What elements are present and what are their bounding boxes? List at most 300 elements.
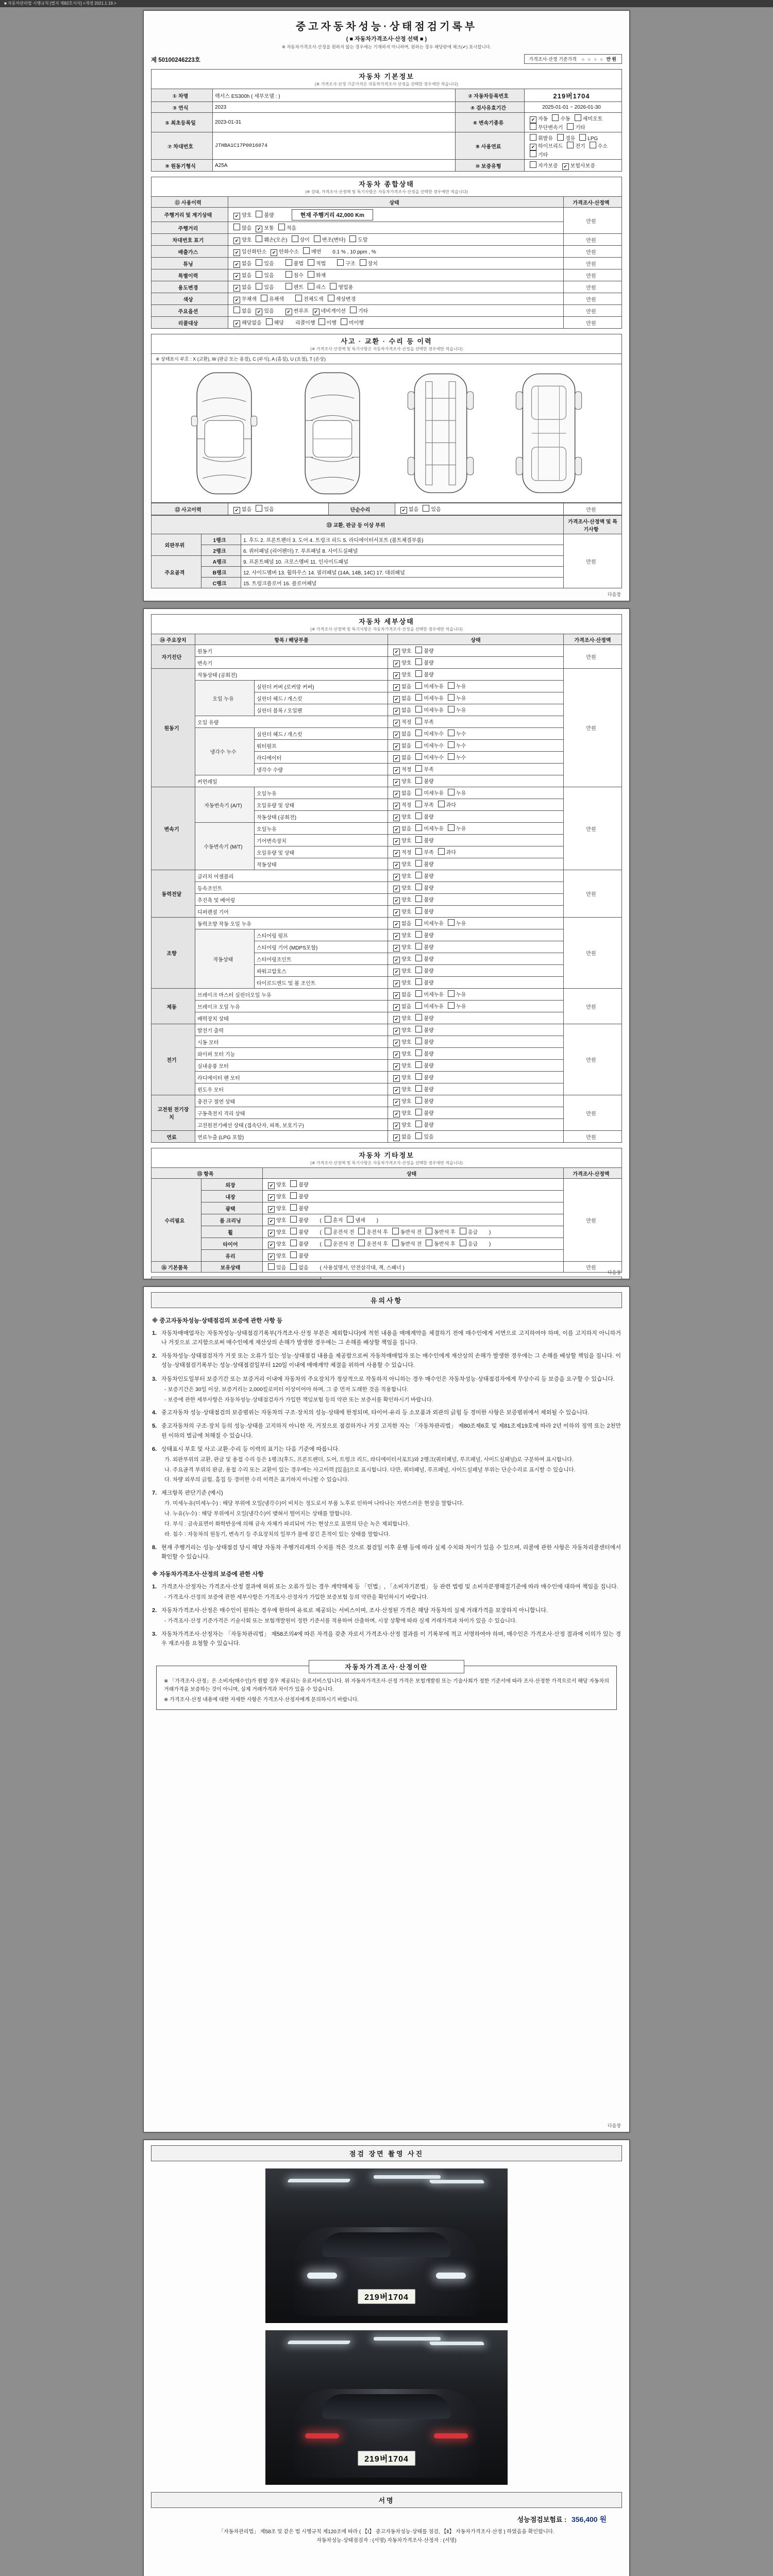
notice-item [152, 1543, 621, 1562]
checkbox-동반석 후[interactable] [426, 1228, 432, 1234]
option-label: 없음 [401, 992, 412, 998]
checkbox-기타[interactable] [530, 150, 536, 157]
checkbox-미세누유[interactable] [415, 824, 422, 831]
checkbox-있음[interactable] [423, 505, 429, 512]
row-vin-mark [152, 234, 228, 246]
option-label: 흔적 [333, 1217, 343, 1224]
table-row [152, 222, 622, 234]
label-accident-history [152, 503, 228, 515]
checkbox-흔적[interactable] [325, 1216, 331, 1223]
group-label [152, 989, 195, 1024]
price-appraisal-box-text1: ※ 「가격조사·산정」은 소비자(매수인)가 원할 경우 제공되는 유료서비스입니다. 위 자동차가격조사·산정 가격은 보험개발원 또는 기술사회가 정한 기준서에 따라 조사·산정한 가격으로서 해당 자동차의 거래가격을 보증하는 것이 아니며, 실제 거래가격과 차이가 있을 수 있습니다. [164, 1679, 609, 1693]
cell-text: 만원 [586, 249, 596, 256]
notice-item-text: 중고자동차의 구조·장치 등의 성능·상태를 고지하지 아니한 자, 거짓으로 점검하거나 거짓 고지한 자는 「자동차관리법」 제80조제6호 및 제81조제19호에 따라 2년 이하의 징역 또는 2천만원 이하의 벌금에 처해질 수 있습니다. [161, 1423, 621, 1439]
option-양호 [233, 235, 251, 244]
checkbox-동반석 전[interactable] [392, 1240, 399, 1246]
base-price-value: ○ ○ ○ ○ 만원 [581, 57, 617, 62]
checkbox-운전석 전[interactable] [325, 1228, 331, 1234]
option-label: 있음 [431, 506, 441, 513]
checkbox-썬루프[interactable]: ✔ [285, 309, 292, 315]
label-engine-type [152, 160, 213, 172]
checkbox-없음[interactable]: ✔ [393, 791, 400, 798]
checkbox-부족[interactable] [415, 848, 422, 855]
checkbox-없음[interactable]: ✔ [393, 684, 400, 691]
checkbox-없음[interactable]: ✔ [393, 708, 400, 715]
item-label [255, 692, 388, 704]
option-장치 [360, 259, 378, 267]
checkbox-양호[interactable]: ✔ [393, 1040, 400, 1046]
checkbox-양호[interactable]: ✔ [233, 213, 240, 219]
checkbox-미세누유[interactable] [415, 990, 422, 997]
checkbox-불량[interactable] [415, 943, 422, 950]
checkbox-양호[interactable]: ✔ [393, 862, 400, 869]
checkbox-양호[interactable]: ✔ [393, 980, 400, 987]
checkbox-일산화탄소[interactable]: ✔ [233, 249, 240, 256]
checkbox-네비게이션[interactable]: ✔ [313, 309, 320, 315]
checkbox-양호[interactable]: ✔ [393, 672, 400, 679]
checkbox-보험사보증[interactable]: ✔ [562, 163, 569, 170]
option-label: 누수 [456, 743, 466, 749]
checkbox-수동[interactable] [552, 114, 559, 121]
detail-row [152, 894, 622, 906]
checkbox-불량[interactable] [290, 1192, 297, 1199]
col-device: ⑭ 주요장치 [152, 634, 195, 645]
checkbox-불량[interactable] [415, 872, 422, 878]
option-group [393, 765, 438, 774]
detail-row [152, 669, 622, 681]
checkbox-양호[interactable]: ✔ [393, 1028, 400, 1035]
option-양호 [268, 1180, 286, 1189]
checkbox-불량[interactable] [290, 1216, 297, 1223]
status-options [388, 977, 564, 989]
checkbox-미세누유[interactable] [415, 706, 422, 713]
option-불량 [415, 967, 433, 974]
checkbox-냄새[interactable] [347, 1216, 354, 1223]
checkbox-적법[interactable] [308, 259, 314, 266]
checkbox-동반석 후[interactable] [426, 1240, 432, 1246]
detail-row [152, 918, 622, 929]
checkbox-운전석 후[interactable] [358, 1228, 365, 1234]
checkbox-불량[interactable] [415, 1121, 422, 1127]
checkbox-양호[interactable]: ✔ [393, 1063, 400, 1070]
checkbox-불량[interactable] [415, 955, 422, 961]
option-없음 [393, 682, 411, 691]
option-label: 양호 [401, 648, 412, 654]
checkbox-응급[interactable] [460, 1240, 466, 1246]
option-group [393, 848, 460, 857]
option-없음 [290, 1263, 308, 1271]
checkbox-보통[interactable]: ✔ [256, 226, 262, 232]
checkbox-적정[interactable]: ✔ [393, 720, 400, 726]
checkbox-없음[interactable]: ✔ [393, 921, 400, 928]
checkbox-탄화수소[interactable]: ✔ [271, 249, 277, 256]
cell-text: 파워고압호스 [257, 969, 287, 975]
price-cell [564, 870, 622, 918]
checkbox-양호[interactable]: ✔ [393, 874, 400, 880]
checkbox-부족[interactable] [415, 801, 422, 807]
checkbox-불량[interactable] [415, 978, 422, 985]
option-label: 없음 [242, 506, 252, 513]
checkbox-장치[interactable] [360, 259, 366, 266]
checkbox-불량[interactable] [415, 647, 422, 653]
checkbox-불량[interactable] [256, 211, 262, 217]
checkbox-양호[interactable]: ✔ [393, 1123, 400, 1129]
price-cell [564, 269, 622, 281]
cell-text: 용도변경 [178, 285, 198, 291]
checkbox-불량[interactable] [415, 1049, 422, 1056]
option-label: 불량 [424, 944, 434, 951]
option-label: 양호 [401, 838, 412, 844]
option-기타 [530, 150, 548, 158]
option-group [393, 1014, 438, 1023]
option-썬루프 [285, 307, 309, 315]
checkbox-불량[interactable] [415, 836, 422, 843]
checkbox-있음[interactable] [268, 1263, 275, 1270]
checkbox-양호[interactable]: ✔ [393, 1052, 400, 1058]
option-훼손(오손) [256, 235, 287, 243]
option-label: 불량 [424, 1098, 434, 1105]
checkbox-없음[interactable]: ✔ [233, 507, 240, 514]
price-cell [564, 669, 622, 787]
option-label: 없음 [401, 921, 412, 927]
checkbox-없음[interactable]: ✔ [393, 732, 400, 738]
option-양호 [393, 647, 411, 655]
checkbox-없음[interactable]: ✔ [393, 743, 400, 750]
checkbox-누유[interactable] [448, 919, 455, 926]
option-없음 [393, 789, 411, 798]
checkbox-양호[interactable]: ✔ [393, 886, 400, 892]
checkbox-누유[interactable] [448, 682, 455, 689]
checkbox-있음[interactable] [256, 283, 262, 290]
option-응급 [460, 1228, 478, 1235]
checkbox-없음[interactable]: ✔ [393, 1134, 400, 1141]
checkbox-자동[interactable]: ✔ [530, 116, 536, 123]
label-glass [201, 1250, 263, 1262]
checkbox-해당[interactable] [266, 318, 273, 325]
checkbox-불량[interactable] [415, 1097, 422, 1104]
row-special-history [152, 269, 228, 281]
checkbox-없음[interactable] [290, 1263, 297, 1270]
option-미이행 [341, 318, 364, 326]
option-흔적 [325, 1216, 343, 1224]
option-미세누유 [415, 1002, 444, 1010]
checkbox-미세누수[interactable] [415, 753, 422, 760]
checkbox-적정[interactable]: ✔ [393, 767, 400, 774]
option-label: 미이행 [348, 320, 364, 326]
checkbox-없음[interactable]: ✔ [393, 826, 400, 833]
checkbox-있음[interactable]: ✔ [256, 309, 262, 315]
row-color [152, 293, 228, 305]
checkbox-영업용[interactable] [330, 283, 337, 290]
cell-text: 변속기 [197, 660, 212, 667]
checkbox-미세누수[interactable] [415, 741, 422, 748]
checkbox-누수[interactable] [448, 753, 455, 760]
option-미세누유 [415, 919, 444, 927]
checkbox-부족[interactable] [415, 765, 422, 772]
checkbox-미세누유[interactable] [415, 694, 422, 701]
notice-item-number: 8. [152, 1544, 157, 1551]
notice-item-text: 상태표시 부호 및 사고·교환·수리 등 이력의 표기는 다음 기준에 따릅니다. [161, 1446, 340, 1452]
checkbox-해당없음[interactable]: ✔ [233, 320, 240, 327]
subgroup-label [195, 787, 255, 823]
checkbox-불량[interactable] [415, 895, 422, 902]
checkbox-없음[interactable]: ✔ [233, 273, 240, 280]
checkbox-양호[interactable]: ✔ [268, 1206, 275, 1213]
option-운전석 전 [325, 1228, 354, 1235]
cell-text: 2023 [215, 104, 227, 110]
checkbox-경유[interactable] [557, 134, 564, 141]
option-label: LPG [587, 135, 598, 142]
checkbox-렌트[interactable] [285, 283, 292, 290]
checkbox-과다[interactable] [438, 801, 445, 807]
checkbox-적정[interactable]: ✔ [393, 850, 400, 857]
checkbox-양호[interactable]: ✔ [393, 815, 400, 821]
notice-item-number: 6. [152, 1446, 157, 1452]
checkbox-부족[interactable] [415, 718, 422, 724]
checkbox-세미오토[interactable] [575, 114, 581, 121]
checkbox-불량[interactable] [290, 1204, 297, 1211]
checkbox-양호[interactable]: ✔ [393, 1087, 400, 1094]
checkbox-누수[interactable] [448, 730, 455, 736]
checkbox-전체도색[interactable] [295, 295, 302, 301]
checkbox-적음[interactable] [278, 224, 285, 230]
checkbox-구조[interactable] [337, 259, 344, 266]
option-누유 [448, 1002, 466, 1010]
checkbox-양호[interactable]: ✔ [268, 1218, 275, 1225]
option-없음 [233, 283, 251, 292]
checkbox-이행[interactable] [318, 318, 325, 325]
checkbox-없음[interactable]: ✔ [393, 1004, 400, 1011]
checkbox-LPG[interactable] [579, 134, 586, 141]
option-label: 이행 [326, 320, 337, 326]
checkbox-불량[interactable] [290, 1228, 297, 1234]
option-구조 [337, 259, 355, 267]
checkbox-양호[interactable]: ✔ [268, 1230, 275, 1236]
checkbox-동반석 전[interactable] [392, 1228, 399, 1234]
checkbox-상이[interactable] [292, 235, 298, 242]
checkbox-무채색[interactable]: ✔ [233, 297, 240, 303]
subgroup-label [195, 823, 255, 870]
checkbox-불량[interactable] [415, 1061, 422, 1068]
option-label: 세미오토 [582, 116, 603, 122]
cell-text: 연료 [166, 1134, 177, 1141]
checkbox-없음[interactable]: ✔ [393, 755, 400, 762]
cell-text: 외장 [225, 1182, 236, 1189]
checkbox-누유[interactable] [448, 706, 455, 713]
checkbox-불량[interactable] [290, 1180, 297, 1187]
checkbox-많음[interactable] [233, 224, 240, 230]
checkbox-운전석 후[interactable] [358, 1240, 365, 1246]
option-과다 [438, 801, 456, 808]
checkbox-없음[interactable]: ✔ [233, 285, 240, 292]
checkbox-미세누유[interactable] [415, 919, 422, 926]
checkbox-없음[interactable] [233, 307, 240, 313]
checkbox-있음[interactable] [256, 259, 262, 266]
option-label: 경유 [565, 135, 576, 142]
checkbox-양호[interactable]: ✔ [393, 779, 400, 786]
checkbox-양호[interactable]: ✔ [393, 649, 400, 655]
checkbox-변조(변타)[interactable] [314, 235, 321, 242]
checkbox-누유[interactable] [448, 1002, 455, 1009]
checkbox-유채색[interactable] [261, 295, 267, 301]
checkbox-불량[interactable] [415, 1026, 422, 1032]
option-group [393, 884, 438, 892]
checkbox-있음[interactable] [256, 271, 262, 278]
checkbox-기타[interactable] [567, 123, 574, 130]
checkbox-불량[interactable] [415, 670, 422, 677]
checkbox-누유[interactable] [448, 990, 455, 997]
checkbox-불량[interactable] [290, 1251, 297, 1258]
checkbox-있음[interactable] [415, 1132, 422, 1139]
checkbox-양호[interactable]: ✔ [393, 945, 400, 952]
checkbox-불량[interactable] [415, 931, 422, 938]
checkbox-불량[interactable] [415, 860, 422, 867]
status-options [388, 882, 564, 894]
checkbox-불량[interactable] [415, 1038, 422, 1044]
option-누수 [448, 730, 466, 737]
checkbox-양호[interactable]: ✔ [233, 238, 240, 244]
checkbox-불량[interactable] [415, 967, 422, 973]
checkbox-불량[interactable] [415, 884, 422, 890]
option-group [393, 682, 470, 691]
section-accident-header [151, 334, 622, 353]
option-group [393, 955, 438, 963]
row-usage-change [152, 281, 228, 293]
checkbox-양호[interactable]: ✔ [393, 660, 400, 667]
checkbox-색상변경[interactable] [328, 295, 334, 301]
checkbox-누유[interactable] [448, 694, 455, 701]
checkbox-자가보증[interactable] [530, 161, 536, 168]
checkbox-양호[interactable]: ✔ [393, 1075, 400, 1082]
checkbox-도말[interactable] [349, 235, 356, 242]
checkbox-없음[interactable]: ✔ [393, 696, 400, 703]
status-options [388, 906, 564, 918]
checkbox-침수[interactable] [285, 271, 292, 278]
checkbox-양호[interactable]: ✔ [393, 897, 400, 904]
checkbox-양호[interactable]: ✔ [393, 933, 400, 940]
checkbox-기타[interactable] [350, 307, 357, 313]
detail-row [152, 882, 622, 894]
checkbox-있음[interactable] [256, 505, 262, 512]
checkbox-없음[interactable]: ✔ [393, 992, 400, 999]
checkbox-양호[interactable]: ✔ [268, 1194, 275, 1201]
option-양호 [393, 884, 411, 892]
checkbox-양호[interactable]: ✔ [393, 1111, 400, 1117]
item-label [195, 882, 388, 894]
cell-text: 12. 사이드멤버 13. 휠하우스 14. 필러패널 (14A, 14B, 14C) 17. 대쉬패널 [243, 570, 405, 576]
checkbox-누수[interactable] [448, 741, 455, 748]
checkbox-양호[interactable]: ✔ [393, 909, 400, 916]
option-운전석 후 [358, 1228, 388, 1235]
option-group [233, 224, 300, 232]
checkbox-화재[interactable] [308, 271, 314, 278]
option-label: 양호 [401, 873, 412, 879]
checkbox-미세누유[interactable] [415, 682, 422, 689]
checkbox-불량[interactable] [415, 1014, 422, 1021]
status-options [388, 657, 564, 669]
checkbox-불량[interactable] [415, 777, 422, 784]
checkbox-응급[interactable] [460, 1228, 466, 1234]
option-label: 동반석 전 [400, 1241, 422, 1247]
cell-text: 6. 쿼터패널 (리어펜더) 7. 루프패널 8. 사이드실패널 [243, 548, 358, 554]
checkbox-하이브리드[interactable]: ✔ [530, 144, 536, 150]
checkbox-과다[interactable] [438, 848, 445, 855]
checkbox-미세누유[interactable] [415, 1002, 422, 1009]
checkbox-휘발유[interactable] [530, 134, 536, 141]
checkbox-미이행[interactable] [341, 318, 347, 325]
group-label [152, 787, 195, 870]
checkbox-무단변속기[interactable] [530, 123, 536, 130]
checkbox-양호[interactable]: ✔ [268, 1242, 275, 1248]
option-label: 불량 [424, 956, 434, 962]
value-first-reg [213, 113, 456, 132]
checkbox-없음[interactable]: ✔ [400, 507, 407, 514]
checkbox-양호[interactable]: ✔ [393, 1099, 400, 1106]
checkbox-없음[interactable]: ✔ [233, 261, 240, 268]
checkbox-불량[interactable] [415, 907, 422, 914]
checkbox-양호[interactable]: ✔ [393, 838, 400, 845]
checkbox-매연[interactable] [303, 247, 310, 254]
option-없음 [393, 824, 411, 833]
col-status [228, 197, 564, 208]
option-해당 [266, 318, 284, 326]
cell-text: ② 자동차등록번호 [468, 93, 509, 99]
checkbox-양호[interactable]: ✔ [393, 1016, 400, 1023]
checkbox-미세누수[interactable] [415, 730, 422, 736]
price-cell [564, 1131, 622, 1143]
checkbox-불량[interactable] [415, 812, 422, 819]
item-label [195, 716, 388, 728]
checkbox-양호[interactable]: ✔ [268, 1182, 275, 1189]
cell-text: 만원 [586, 309, 596, 315]
option-적정 [393, 801, 411, 809]
price-cell [564, 234, 622, 246]
checkbox-양호[interactable]: ✔ [268, 1253, 275, 1260]
checkbox-훼손(오손)[interactable] [256, 235, 262, 242]
option-label: 전기 [575, 143, 585, 149]
checkbox-양호[interactable]: ✔ [393, 957, 400, 963]
checkbox-불량[interactable] [415, 1085, 422, 1092]
checkbox-누유[interactable] [448, 789, 455, 795]
checkbox-양호[interactable]: ✔ [393, 969, 400, 975]
col-status [263, 1168, 564, 1179]
checkbox-미세누유[interactable] [415, 789, 422, 795]
table-row [152, 234, 622, 246]
checkbox-리스[interactable] [308, 283, 314, 290]
group-label [152, 1131, 195, 1143]
cell-text: 주요골격 [164, 570, 185, 576]
odometer-status [228, 208, 564, 222]
option-양호 [268, 1204, 286, 1213]
checkbox-불량[interactable] [415, 658, 422, 665]
option-group [285, 283, 358, 291]
checkbox-불량[interactable] [415, 1073, 422, 1080]
checkbox-불법[interactable] [285, 259, 292, 266]
option-동반석 후 [426, 1240, 455, 1247]
checkbox-수소[interactable] [590, 142, 596, 148]
checkbox-불량[interactable] [290, 1240, 297, 1246]
checkbox-누유[interactable] [448, 824, 455, 831]
checkbox-적정[interactable]: ✔ [393, 803, 400, 809]
option-불량 [290, 1216, 308, 1224]
checkbox-전기[interactable] [567, 142, 574, 148]
option-미세누유 [415, 990, 444, 998]
checkbox-불량[interactable] [415, 1109, 422, 1115]
option-group [233, 318, 288, 327]
checkbox-운전석 전[interactable] [325, 1240, 331, 1246]
cell-text: 가격조사·산정액 및 특기사항 [568, 519, 617, 533]
option-없음 [233, 505, 251, 514]
